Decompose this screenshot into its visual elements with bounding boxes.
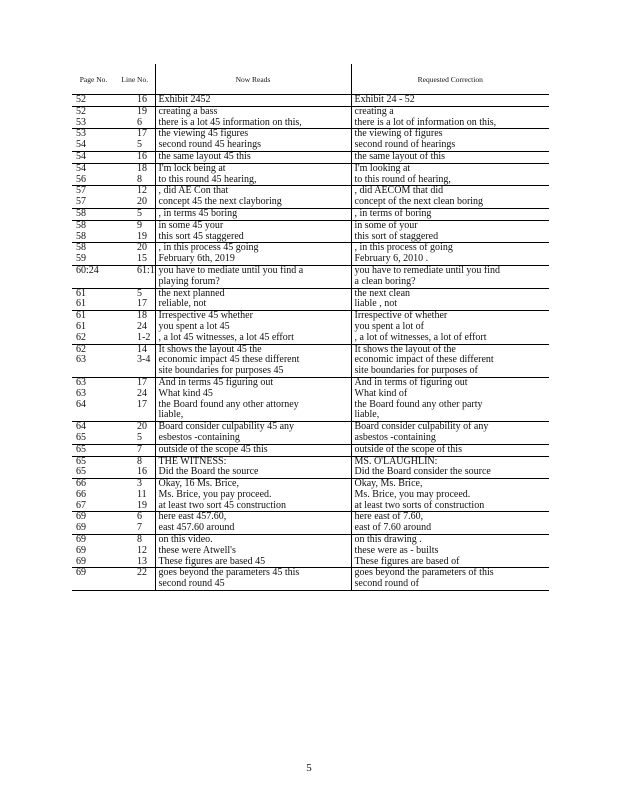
now-reads-cell xyxy=(155,106,351,129)
cell-line: 18 xyxy=(137,162,147,174)
now-reads-cell xyxy=(155,288,351,311)
requested-correction-cell xyxy=(351,106,549,129)
now-reads-cell xyxy=(155,265,351,288)
errata-table xyxy=(72,64,549,591)
requested-correction-cell xyxy=(351,568,549,591)
cell-line: the next clean xyxy=(354,287,411,299)
line-number-cell xyxy=(115,186,155,209)
cell-line: 3-4 xyxy=(137,354,151,366)
cell-line: 69 xyxy=(76,534,86,546)
line-number-cell xyxy=(115,95,155,107)
requested-correction-cell xyxy=(351,456,549,479)
cell-line: this sort of staggered xyxy=(354,230,439,242)
requested-correction-cell xyxy=(351,151,549,163)
line-number-cell xyxy=(115,512,155,535)
header-row xyxy=(72,64,549,95)
cell-line: 11 xyxy=(137,488,147,500)
cell-line: a clean boring? xyxy=(354,275,416,287)
table-body xyxy=(72,95,549,591)
cell-line: 66 xyxy=(76,478,86,490)
cell-line: economic impact of these different xyxy=(354,354,494,366)
cell-line: 15 xyxy=(137,253,147,265)
cell-line: Ms. Brice, you may proceed. xyxy=(354,488,471,500)
now-reads-cell xyxy=(155,151,351,163)
cell-line: 5 xyxy=(137,431,142,443)
table-row xyxy=(72,220,549,243)
cell-line: 20 xyxy=(137,242,147,254)
cell-line: there is a lot of information on this, xyxy=(354,116,497,128)
cell-line: 54 xyxy=(76,162,86,174)
cell-line: second round 45 xyxy=(158,578,225,590)
cell-line: 20 xyxy=(137,196,147,208)
cell-line: 56 xyxy=(76,173,86,185)
cell-line: 53 xyxy=(76,116,86,128)
cell-line: 52 xyxy=(76,94,86,105)
cell-line: goes beyond the parameters 45 this xyxy=(158,567,300,579)
cell-line: you have to mediate until you find a xyxy=(158,264,304,276)
cell-line: here east 457.60, xyxy=(158,511,227,523)
page-number-cell xyxy=(72,568,115,591)
page-number-cell xyxy=(72,95,115,107)
requested-correction-cell xyxy=(351,163,549,186)
line-number-cell xyxy=(115,151,155,163)
cell-line: Okay, 16 Ms. Brice, xyxy=(158,478,239,490)
cell-line: 61:1 xyxy=(137,264,155,276)
table-row xyxy=(72,479,549,512)
cell-line: in some of your xyxy=(354,219,418,231)
cell-line: 13 xyxy=(137,555,147,567)
header-page: Page No. xyxy=(72,64,115,95)
cell-line: 64 xyxy=(76,421,86,433)
cell-line: 62 xyxy=(76,343,86,355)
table-row xyxy=(72,422,549,445)
page-number-cell xyxy=(72,456,115,479)
line-number-cell xyxy=(115,444,155,456)
cell-line: liable , not xyxy=(354,298,397,310)
cell-line: What kind of xyxy=(354,387,408,399)
page-number-cell xyxy=(72,311,115,344)
page-number-cell xyxy=(72,535,115,568)
cell-line: 8 xyxy=(137,534,142,546)
cell-line: liable, xyxy=(158,409,184,421)
page-number-cell xyxy=(72,512,115,535)
cell-line: 6 xyxy=(137,511,142,523)
now-reads-cell xyxy=(155,186,351,209)
cell-line: 69 xyxy=(76,567,86,579)
line-number-cell xyxy=(115,106,155,129)
cell-line: Irrespective of whether xyxy=(354,310,448,322)
cell-line: 18 xyxy=(137,310,147,322)
cell-line: to this round 45 hearing, xyxy=(158,173,257,185)
now-reads-cell xyxy=(155,311,351,344)
cell-line: liable, xyxy=(354,409,380,421)
now-reads-cell xyxy=(155,444,351,456)
cell-line: THE WITNESS: xyxy=(158,455,227,467)
cell-line: the Board found any other party xyxy=(354,398,483,410)
now-reads-cell xyxy=(155,220,351,243)
page-number-cell xyxy=(72,377,115,421)
cell-line: 69 xyxy=(76,544,86,556)
header-requested-correction: Requested Correction xyxy=(351,64,549,95)
now-reads-cell xyxy=(155,377,351,421)
now-reads-cell xyxy=(155,163,351,186)
cell-line: 57 xyxy=(76,185,86,197)
cell-line: 63 xyxy=(76,387,86,399)
table-row xyxy=(72,163,549,186)
cell-line: 17 xyxy=(137,128,147,140)
cell-line: 63 xyxy=(76,376,86,388)
cell-line: 7 xyxy=(137,443,142,455)
cell-line: 52 xyxy=(76,105,86,117)
cell-line: Okay, Ms. Brice, xyxy=(354,478,423,490)
page-number-cell xyxy=(72,422,115,445)
cell-line: 12 xyxy=(137,544,147,556)
cell-line: playing forum? xyxy=(158,275,220,287)
cell-line: 54 xyxy=(76,139,86,151)
now-reads-cell xyxy=(155,479,351,512)
cell-line: 59 xyxy=(76,253,86,265)
cell-line: 61 xyxy=(76,287,86,299)
cell-line: 58 xyxy=(76,207,86,219)
cell-line: concept of the next clean boring xyxy=(354,196,484,208)
cell-line: What kind 45 xyxy=(158,387,213,399)
cell-line: esbestos -containing xyxy=(158,431,240,443)
cell-line: at least two sorts of construction xyxy=(354,499,485,511)
cell-line: 65 xyxy=(76,443,86,455)
requested-correction-cell xyxy=(351,535,549,568)
cell-line: 62 xyxy=(76,331,86,343)
line-number-cell xyxy=(115,377,155,421)
table-row xyxy=(72,95,549,107)
table-row xyxy=(72,535,549,568)
cell-line: Irrespective 45 whether xyxy=(158,310,253,322)
cell-line: , did AE Con that xyxy=(158,185,229,197)
requested-correction-cell xyxy=(351,444,549,456)
requested-correction-cell xyxy=(351,311,549,344)
cell-line: 65 xyxy=(76,431,86,443)
cell-line: site boundaries for purposes of xyxy=(354,365,478,377)
cell-line: February 6th, 2019 xyxy=(158,253,235,265)
table-row xyxy=(72,186,549,209)
requested-correction-cell xyxy=(351,512,549,535)
cell-line: site boundaries for purposes 45 xyxy=(158,365,284,377)
cell-line: 60:24 xyxy=(76,264,99,276)
cell-line: the viewing 45 figures xyxy=(158,128,249,140)
table-row xyxy=(72,243,549,266)
now-reads-cell xyxy=(155,568,351,591)
cell-line: in some 45 your xyxy=(158,219,224,231)
cell-line: Board consider culpability 45 any xyxy=(158,421,295,433)
cell-line: the same layout 45 this xyxy=(158,150,251,162)
cell-line: , in terms 45 boring xyxy=(158,207,238,219)
cell-line: this sort 45 staggered xyxy=(158,230,244,242)
table-row xyxy=(72,512,549,535)
now-reads-cell xyxy=(155,456,351,479)
cell-line: 1-2 xyxy=(137,331,151,343)
cell-line: you spent a lot 45 xyxy=(158,320,230,332)
cell-line: 14 xyxy=(137,343,147,355)
table-row xyxy=(72,208,549,220)
cell-line: the Board found any other attorney xyxy=(158,398,299,410)
cell-line: goes beyond the parameters of this xyxy=(354,567,494,579)
now-reads-cell xyxy=(155,243,351,266)
cell-line: And in terms 45 figuring out xyxy=(158,376,274,388)
cell-line: 69 xyxy=(76,511,86,523)
cell-line: 57 xyxy=(76,196,86,208)
now-reads-cell xyxy=(155,95,351,107)
line-number-cell xyxy=(115,220,155,243)
cell-line: I'm lock being at xyxy=(158,162,226,174)
cell-line: 65 xyxy=(76,455,86,467)
page-number-cell xyxy=(72,151,115,163)
requested-correction-cell xyxy=(351,479,549,512)
cell-line: 17 xyxy=(137,376,147,388)
cell-line: And in terms of figuring out xyxy=(354,376,468,388)
cell-line: reliable, not xyxy=(158,298,207,310)
line-number-cell xyxy=(115,422,155,445)
cell-line: 20 xyxy=(137,421,147,433)
cell-line: 69 xyxy=(76,522,86,534)
cell-line: Did the Board the source xyxy=(158,466,259,478)
cell-line: you have to remediate until you find xyxy=(354,264,501,276)
page-number-cell xyxy=(72,220,115,243)
requested-correction-cell xyxy=(351,265,549,288)
now-reads-cell xyxy=(155,535,351,568)
cell-line: 9 xyxy=(137,219,142,231)
page-number-cell xyxy=(72,344,115,377)
cell-line: 24 xyxy=(137,387,147,399)
cell-line: These figures are based 45 xyxy=(158,555,266,567)
requested-correction-cell xyxy=(351,129,549,152)
cell-line: 61 xyxy=(76,310,86,322)
cell-line: on this drawing . xyxy=(354,534,422,546)
page-number-cell xyxy=(72,106,115,129)
page-number-cell xyxy=(72,265,115,288)
cell-line: asbestos -containing xyxy=(354,431,436,443)
cell-line: to this round of hearing, xyxy=(354,173,451,185)
page-number-cell xyxy=(72,243,115,266)
cell-line: second round 45 hearings xyxy=(158,139,261,151)
line-number-cell xyxy=(115,208,155,220)
cell-line: here east of 7.60, xyxy=(354,511,424,523)
cell-line: , in this process 45 going xyxy=(158,242,259,254)
cell-line: creating a bass xyxy=(158,105,218,117)
cell-line: 58 xyxy=(76,219,86,231)
cell-line: outside of the scope 45 this xyxy=(158,443,268,455)
cell-line: 22 xyxy=(137,567,147,579)
line-number-cell xyxy=(115,311,155,344)
cell-line: 19 xyxy=(137,230,147,242)
cell-line: 6 xyxy=(137,116,142,128)
now-reads-cell xyxy=(155,344,351,377)
table-row xyxy=(72,344,549,377)
cell-line: 63 xyxy=(76,354,86,366)
cell-line: Exhibit 24 - 52 xyxy=(354,94,415,105)
cell-line: 5 xyxy=(137,207,142,219)
cell-line: these were Atwell's xyxy=(158,544,236,556)
line-number-cell xyxy=(115,479,155,512)
cell-line: the viewing of figures xyxy=(354,128,443,140)
cell-line: It shows the layout of the xyxy=(354,343,456,355)
requested-correction-cell xyxy=(351,95,549,107)
cell-line: I'm looking at xyxy=(354,162,411,174)
cell-line: These figures are based of xyxy=(354,555,460,567)
cell-line: 64 xyxy=(76,398,86,410)
table-row xyxy=(72,129,549,152)
requested-correction-cell xyxy=(351,208,549,220)
requested-correction-cell xyxy=(351,220,549,243)
table-row xyxy=(72,265,549,288)
cell-line: It shows the layout 45 the xyxy=(158,343,262,355)
cell-line: 5 xyxy=(137,139,142,151)
cell-line: , in this process of going xyxy=(354,242,453,254)
cell-line: 61 xyxy=(76,320,86,332)
cell-line: 58 xyxy=(76,230,86,242)
page-number-cell xyxy=(72,186,115,209)
line-number-cell xyxy=(115,265,155,288)
cell-line: there is a lot 45 information on this, xyxy=(158,116,302,128)
table-row xyxy=(72,288,549,311)
cell-line: at least two sort 45 construction xyxy=(158,499,286,511)
table-row xyxy=(72,456,549,479)
page-number-cell xyxy=(72,479,115,512)
cell-line: Ms. Brice, you pay proceed. xyxy=(158,488,272,500)
requested-correction-cell xyxy=(351,377,549,421)
page-number: 5 xyxy=(306,762,312,774)
now-reads-cell xyxy=(155,129,351,152)
cell-line: 16 xyxy=(137,150,147,162)
requested-correction-cell xyxy=(351,344,549,377)
cell-line: second round of xyxy=(354,578,419,590)
cell-line: these were as - builts xyxy=(354,544,439,556)
table-row xyxy=(72,377,549,421)
cell-line: 16 xyxy=(137,94,147,105)
line-number-cell xyxy=(115,163,155,186)
line-number-cell xyxy=(115,535,155,568)
cell-line: east of 7.60 around xyxy=(354,522,432,534)
cell-line: concept 45 the next clayboring xyxy=(158,196,282,208)
now-reads-cell xyxy=(155,208,351,220)
table-row xyxy=(72,106,549,129)
requested-correction-cell xyxy=(351,422,549,445)
cell-line: 53 xyxy=(76,128,86,140)
cell-line: Did the Board consider the source xyxy=(354,466,491,478)
cell-line: February 6, 2010 . xyxy=(354,253,429,265)
cell-line: MS. O'LAUGHLIN: xyxy=(354,455,438,467)
requested-correction-cell xyxy=(351,243,549,266)
page-number-cell xyxy=(72,288,115,311)
cell-line: the same layout of this xyxy=(354,150,446,162)
cell-line: 7 xyxy=(137,522,142,534)
cell-line: east 457.60 around xyxy=(158,522,235,534)
header-line: Line No. xyxy=(115,64,155,95)
line-number-cell xyxy=(115,344,155,377)
cell-line: second round of hearings xyxy=(354,139,456,151)
cell-line: 24 xyxy=(137,320,147,332)
requested-correction-cell xyxy=(351,288,549,311)
page-number-cell xyxy=(72,163,115,186)
header-now-reads: Now Reads xyxy=(155,64,351,95)
cell-line: on this video. xyxy=(158,534,213,546)
page-number-cell xyxy=(72,129,115,152)
requested-correction-cell xyxy=(351,186,549,209)
line-number-cell xyxy=(115,288,155,311)
cell-line: outside of the scope of this xyxy=(354,443,462,455)
cell-line: 8 xyxy=(137,173,142,185)
page-number-cell xyxy=(72,444,115,456)
table-row xyxy=(72,151,549,163)
cell-line: economic impact 45 these different xyxy=(158,354,300,366)
table-row xyxy=(72,311,549,344)
cell-line: creating a xyxy=(354,105,394,117)
line-number-cell xyxy=(115,129,155,152)
line-number-cell xyxy=(115,568,155,591)
cell-line: 66 xyxy=(76,488,86,500)
cell-line: , in terms of boring xyxy=(354,207,432,219)
cell-line: 61 xyxy=(76,298,86,310)
cell-line: 5 xyxy=(137,287,142,299)
now-reads-cell xyxy=(155,512,351,535)
cell-line: Board consider culpability of any xyxy=(354,421,489,433)
line-number-cell xyxy=(115,456,155,479)
now-reads-cell xyxy=(155,422,351,445)
page-number-cell xyxy=(72,208,115,220)
cell-line: 17 xyxy=(137,298,147,310)
cell-line: 69 xyxy=(76,555,86,567)
cell-line: Exhibit 2452 xyxy=(158,94,211,105)
cell-line: , a lot of witnesses, a lot of effort xyxy=(354,331,487,343)
table-row xyxy=(72,444,549,456)
cell-line: 54 xyxy=(76,150,86,162)
cell-line: 12 xyxy=(137,185,147,197)
cell-line: 19 xyxy=(137,105,147,117)
cell-line: 16 xyxy=(137,466,147,478)
cell-line: , did AECOM that did xyxy=(354,185,444,197)
cell-line: 3 xyxy=(137,478,142,490)
cell-line: 17 xyxy=(137,398,147,410)
table-row xyxy=(72,568,549,591)
cell-line: 65 xyxy=(76,466,86,478)
cell-line: 58 xyxy=(76,242,86,254)
cell-line: 8 xyxy=(137,455,142,467)
line-number-cell xyxy=(115,243,155,266)
cell-line: the next planned xyxy=(158,287,225,299)
cell-line: 19 xyxy=(137,499,147,511)
cell-line: 67 xyxy=(76,499,86,511)
cell-line: you spent a lot of xyxy=(354,320,424,332)
cell-line: , a lot 45 witnesses, a lot 45 effort xyxy=(158,331,294,343)
